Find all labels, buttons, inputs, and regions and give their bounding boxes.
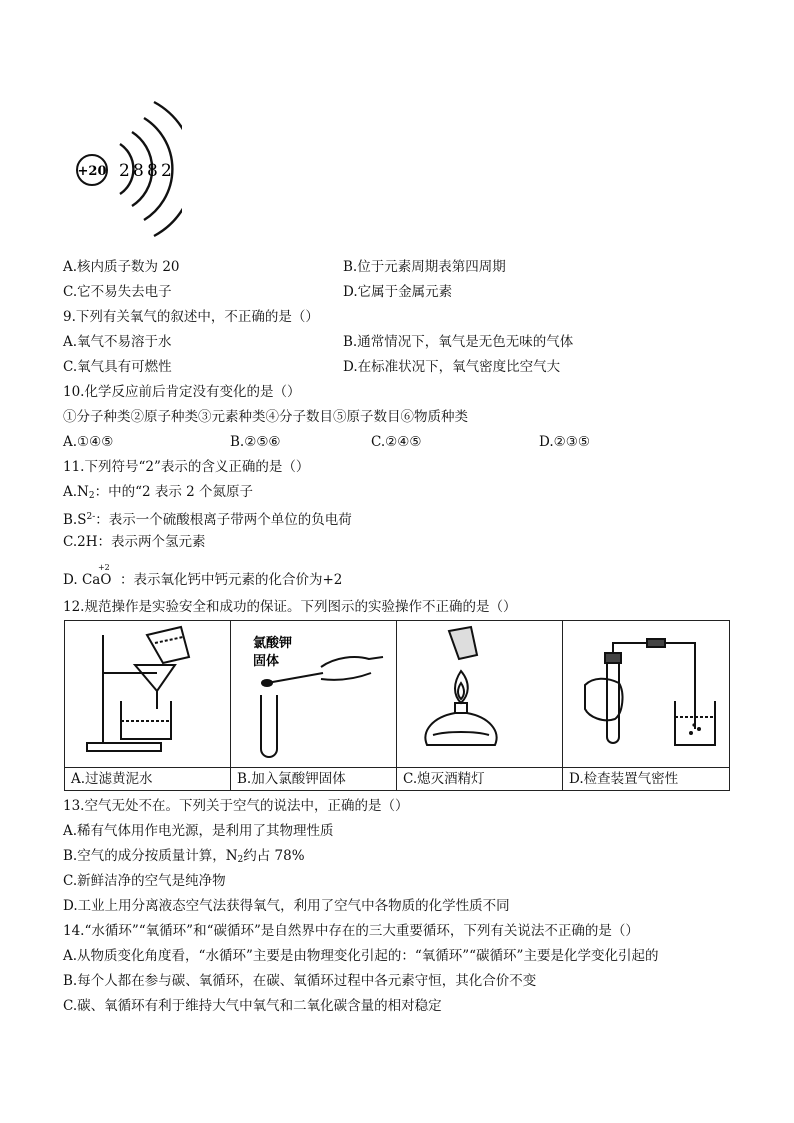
q10-option-c: C.②④⑤ [371,434,422,450]
q10-option-b: B.②⑤⑥ [230,434,281,450]
q9-stem: 9.下列有关氧气的叙述中，不正确的是（） [63,309,319,325]
label-kclo3: 氯酸钾 [253,636,293,651]
lab-operations-table [64,620,730,791]
q10-option-a: A.①④⑤ [63,434,114,450]
q13-option-b: B.空气的成分按质量计算，$N_2$约占 78% [63,848,305,865]
q10-items: ①分子种类②原子种类③元素种类④分子数目⑤原子数目⑥物质种类 [63,409,468,425]
q11-option-d: D. +2 CaO ：表示氧化钙中钙元素的化合价为+2 [63,563,343,588]
calcium-atom-structure-diagram [62,92,182,242]
option-b-caption: B.加入氯酸钾固体 [231,767,396,790]
q11-stem: 11.下列符号“2”表示的含义正确的是（） [63,459,310,475]
q14-option-b: B.每个人都在参与碳、氧循环，在碳、氧循环过程中各元素守恒，其化合价不变 [63,973,537,989]
option-d-caption: D.检查装置气密性 [563,767,729,790]
q14-option-a: A.从物质变化角度看，“水循环”主要是由物理变化引起的：“氧循环”“碳循环”主要是化学变化引起的 [63,948,659,964]
q9-option-b: B.通常情况下，氧气是无色无味的气体 [343,334,574,350]
q13-option-d: D.工业上用分离液态空气法获得氧气，利用了空气中各物质的化学性质不同 [63,898,510,914]
q9-option-d: D.在标准状况下，氧气密度比空气大 [343,359,561,375]
option-d-cell [563,621,729,790]
nucleus-charge: +20 [77,164,107,179]
option-a-cell [65,621,231,790]
q12-stem: 12.规范操作是实验安全和成功的保证。下列图示的实验操作不正确的是（） [63,599,517,615]
label-solid: 固体 [253,654,280,669]
shell-3-electrons: 8 [147,161,158,181]
q11-option-c: C.2H：表示两个氢元素 [63,534,206,550]
q13-option-a: A.稀有气体用作电光源，是利用了其物理性质 [63,823,334,839]
cao-valence-formula: +2 CaO [81,563,112,588]
airtightness-check-illustration [563,621,729,767]
shell-4-electrons: 2 [161,161,172,181]
shell-2-electrons: 8 [133,161,144,181]
option-c-cell [397,621,563,790]
alcohol-lamp-illustration [397,621,562,767]
q8-option-a: A.核内质子数为 20 [63,259,180,275]
add-solid-illustration [231,621,396,767]
q14-option-c: C.碳、氧循环有利于维持大气中氧气和二氧化碳含量的相对稳定 [63,998,442,1014]
option-c-caption: C.熄灭酒精灯 [397,767,562,790]
option-b-cell [231,621,397,790]
q10-stem: 10.化学反应前后肯定没有变化的是（） [63,384,301,400]
option-a-caption: A.过滤黄泥水 [65,767,230,790]
q13-stem: 13.空气无处不在。下列关于空气的说法中，正确的是（） [63,798,409,814]
q8-option-d: D.它属于金属元素 [343,284,453,300]
q11-option-a: $A.N_2$：中的“2 表示 2 个氮原子 [63,484,254,501]
q8-option-b: B.位于元素周期表第四周期 [343,259,506,275]
filtration-illustration [65,621,230,767]
q9-option-a: A.氧气不易溶于水 [63,334,172,350]
q10-option-d: D.②③⑤ [539,434,590,450]
q13-option-c: C.新鲜洁净的空气是纯净物 [63,873,226,889]
q11-option-b: $B.S^{2-}$：表示一个硫酸根离子带两个单位的负电荷 [63,512,352,528]
q14-stem: 14.“水循环”“氧循环”和“碳循环”是自然界中存在的三大重要循环，下列有关说法不正确的是（） [63,923,639,939]
shell-1-electrons: 2 [119,161,130,181]
q9-option-c: C.氧气具有可燃性 [63,359,172,375]
q8-option-c: C.它不易失去电子 [63,284,172,300]
